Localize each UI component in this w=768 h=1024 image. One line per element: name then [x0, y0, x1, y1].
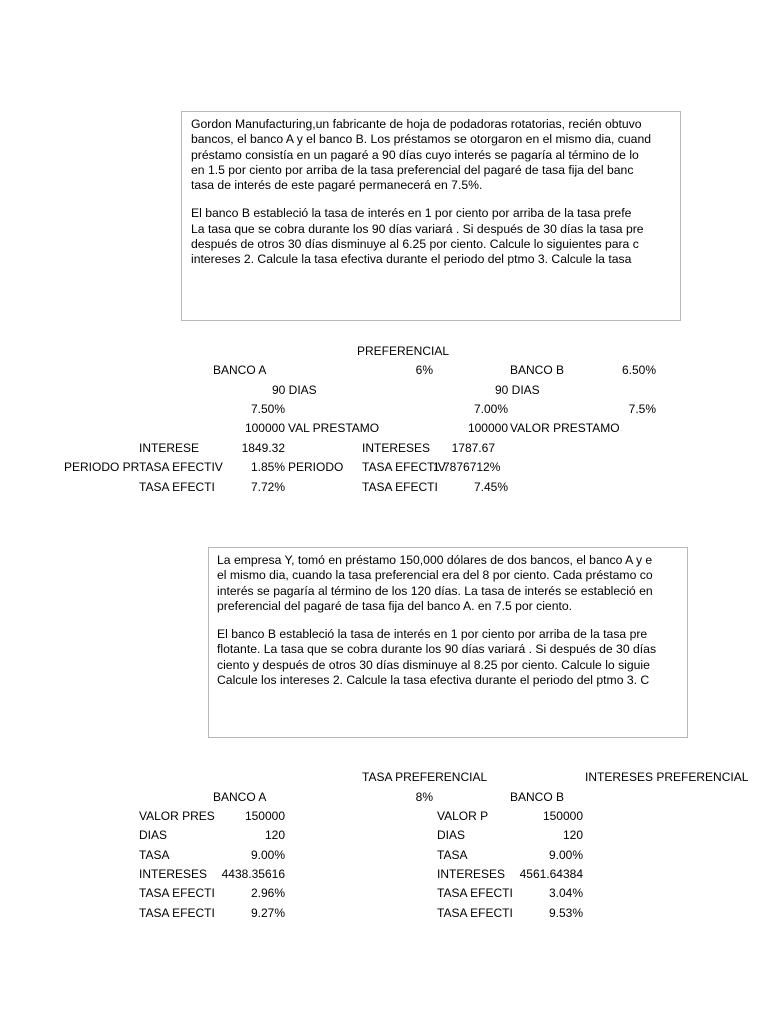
preferencial-header: PREFERENCIAL	[356, 344, 450, 358]
p2-b-row-value: 150000	[542, 809, 583, 823]
prestamo-a-label: VAL PRESTAMO	[288, 421, 380, 435]
problem1-textbox	[181, 111, 681, 321]
p2-b-row-label: TASA	[437, 848, 468, 862]
tasa-efec-a1-label: TASA EFECTIV	[139, 460, 223, 474]
tasa-preferencial-header: TASA PREFERENCIAL	[362, 770, 488, 784]
p2-a-row-label: TASA EFECTI	[139, 906, 215, 920]
banco-b-label: BANCO B	[510, 363, 565, 377]
dias-b: 90 DIAS	[495, 383, 540, 397]
periodo-label: PERIODO PR	[64, 460, 140, 474]
p2-a-row-value: 4438.35616	[221, 867, 285, 881]
interese-label: INTERESE	[139, 441, 200, 455]
text-line: ciento y después de otros 30 días disminuye al 8.25 por ciento. Calcule lo siguie	[217, 657, 650, 672]
p2-b-row-label: TASA EFECTI	[437, 886, 513, 900]
rate-b2: 7.5%	[628, 402, 656, 416]
problem2-paragraph-2	[217, 627, 687, 688]
problem2-paragraph-1	[217, 553, 687, 614]
intereses-preferencial-header: INTERESES PREFERENCIAL	[585, 770, 749, 784]
text-line: tasa de interés de este pagaré permanecerá en 7.5%.	[191, 178, 483, 193]
intereses-b-label: INTERESES	[362, 441, 431, 455]
tasa-efec-a1-value: 1.85%	[250, 460, 285, 474]
problem2-textbox	[208, 547, 688, 738]
rate-a: 7.50%	[250, 402, 285, 416]
tasa-efec-b1-label: TASA EFECTIV	[362, 460, 446, 474]
p2-a-row-value: 120	[264, 828, 285, 842]
text-line: La empresa Y, tomó en préstamo 150,000 dólares de dos bancos, el banco A y e	[217, 553, 653, 567]
text-line: intereses 2. Calcule la tasa efectiva durante el periodo del ptmo 3. Calcule la tasa	[191, 252, 632, 267]
p2-a-row-label: TASA EFECTI	[139, 886, 215, 900]
problem1-paragraph-2	[191, 206, 680, 267]
banco-a-label: BANCO A	[213, 363, 267, 377]
prestamo-b-label: VALOR PRESTAMO	[510, 421, 620, 435]
p2-banco-b-label: BANCO B	[510, 790, 565, 804]
text-line: Calcule los intereses 2. Calcule la tasa efectiva durante el periodo del ptmo 3. C	[217, 673, 650, 688]
text-line: después de otros 30 días disminuye al 6.25 por ciento. Calcule lo siguientes para c	[191, 237, 639, 252]
text-line: Gordon Manufacturing,un fabricante de hoja de podadoras rotatorias, recién obtuvo	[191, 117, 642, 131]
tasa-efec-b2-value: 7.45%	[473, 480, 508, 494]
p2-b-row-value: 9.53%	[548, 906, 583, 920]
prestamo-b-value: 100000	[467, 421, 508, 435]
p2-a-row-value: 9.00%	[250, 848, 285, 862]
p2-a-row-label: VALOR PRES	[139, 809, 215, 823]
text-line: El banco B estableció la tasa de interés en 1 por ciento por arriba de la tasa pre	[217, 627, 648, 642]
p2-b-row-label: DIAS	[437, 828, 466, 842]
dias-a: 90 DIAS	[272, 383, 317, 397]
intereses-b-value: 1787.67	[451, 441, 495, 455]
p2-a-row-label: INTERESES	[139, 867, 208, 881]
text-line: préstamo consistía en un pagaré a 90 días cuyo interés se pagaría al término de lo	[191, 147, 639, 162]
p2-banco-a-label: BANCO A	[213, 790, 267, 804]
p2-b-row-label: INTERESES	[437, 867, 506, 881]
interese-a-value: 1849.32	[241, 441, 285, 455]
p2-b-row-value: 9.00%	[548, 848, 583, 862]
p2-b-row-label: TASA EFECTI	[437, 906, 513, 920]
tasa-efec-a2-value: 7.72%	[250, 480, 285, 494]
p2-a-row-label: DIAS	[139, 828, 168, 842]
text-line: el mismo dia, cuando la tasa preferencial era del 8 por ciento. Cada préstamo co	[217, 568, 653, 583]
banco-b-rate: 6.50%	[621, 363, 656, 377]
preferencial-rate: 6%	[415, 363, 433, 377]
p2-a-row-label: TASA	[139, 848, 170, 862]
rate-b: 7.00%	[473, 402, 508, 416]
tasa-efec-b1-value: 1.7876712%	[433, 460, 501, 474]
p2-b-row-value: 120	[562, 828, 583, 842]
tasa-efec-a2-label: TASA EFECTI	[139, 480, 215, 494]
tasa-efec-b2-label: TASA EFECTI	[362, 480, 438, 494]
prestamo-a-value: 100000	[244, 421, 285, 435]
p2-b-row-value: 3.04%	[548, 886, 583, 900]
p2-pref-rate: 8%	[415, 790, 433, 804]
problem1-paragraph-1	[191, 117, 680, 193]
text-line: La tasa que se cobra durante los 90 días variará . Si después de 30 días la tasa pre	[191, 221, 644, 236]
text-line: flotante. La tasa que se cobra durante los 90 días variará . Si después de 30 días	[217, 642, 657, 657]
text-line: interés se pagaría al término de los 120 días. La tasa de interés se estableció en	[217, 583, 653, 598]
text-line: preferencial del pagaré de tasa fija del banco A. en 7.5 por ciento.	[217, 598, 573, 613]
text-line: en 1.5 por ciento por arriba de la tasa preferencial del pagaré de tasa fija del banc	[191, 162, 634, 177]
text-line: bancos, el banco A y el banco B. Los préstamos se otorgaron en el mismo dia, cuand	[191, 132, 652, 147]
periodo-b-label: PERIODO	[288, 460, 344, 474]
p2-a-row-value: 150000	[244, 809, 285, 823]
p2-a-row-value: 2.96%	[250, 886, 285, 900]
p2-b-row-label: VALOR P	[437, 809, 489, 823]
p2-a-row-value: 9.27%	[250, 906, 285, 920]
text-line: El banco B estableció la tasa de interés en 1 por ciento por arriba de la tasa prefe	[191, 206, 632, 221]
p2-b-row-value: 4561.64384	[519, 867, 583, 881]
